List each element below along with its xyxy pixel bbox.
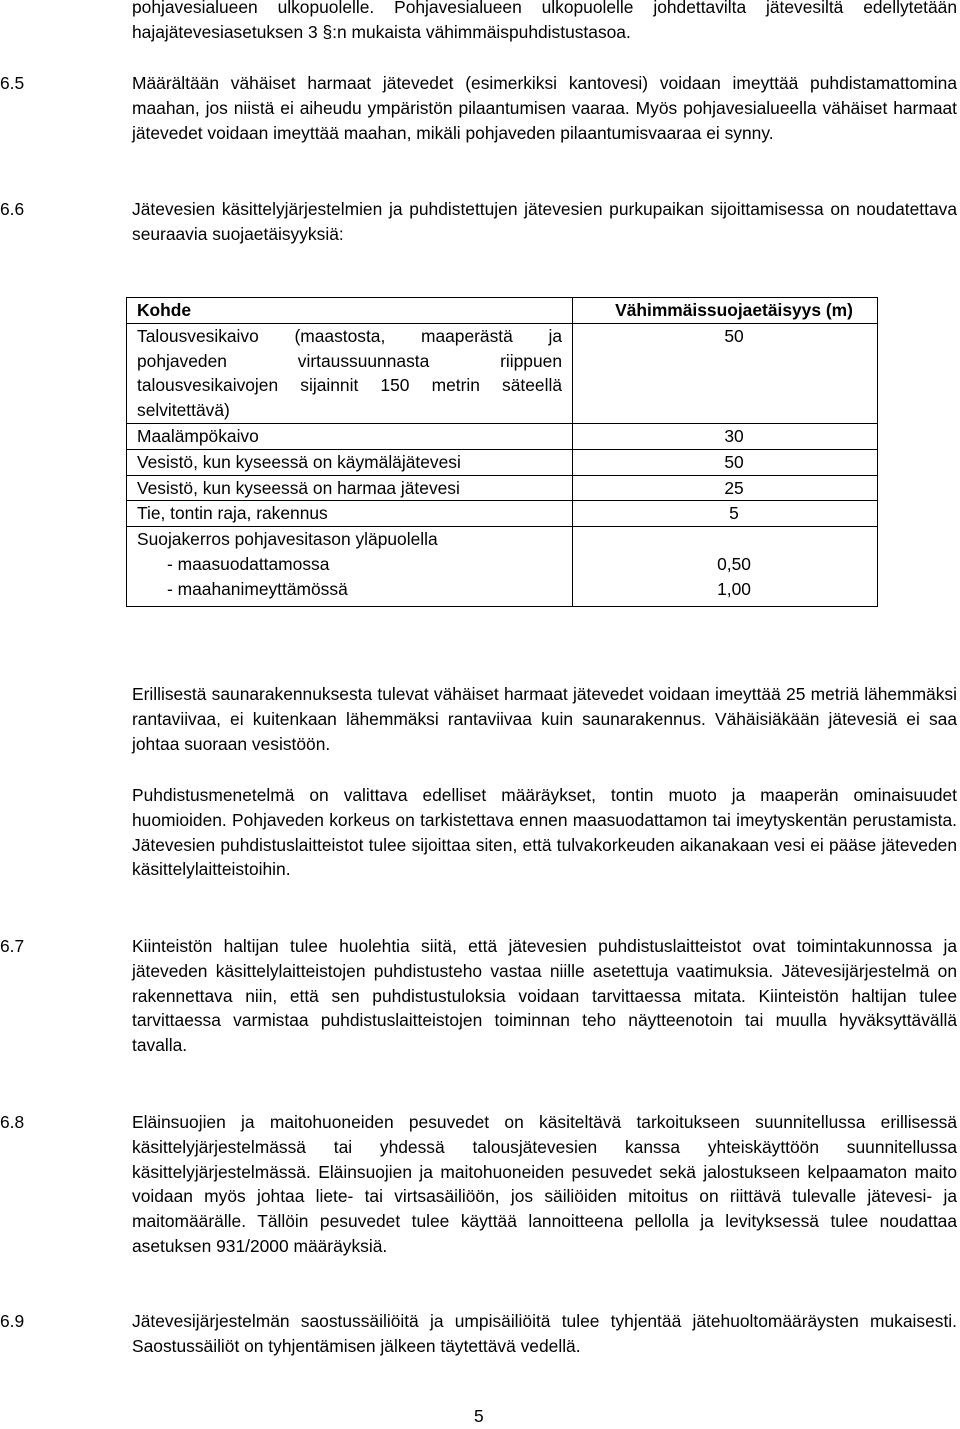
table-cell-target: Maalämpökaivo [127, 423, 573, 449]
distance-value: 50 [724, 325, 744, 346]
table-cell-distance [573, 527, 878, 606]
table-cell-distance [573, 475, 878, 501]
section-number-6-6: 6.6 [0, 199, 25, 219]
table-cell-distance [573, 323, 878, 423]
section-6-8-paragraph: Eläinsuojien ja maitohuoneiden pesuvedet on käsiteltävä tarkoitukseen suunnitellussa erillisessä käsittelyjärjestelmässä tai yhdessä talousjätevesien kanssa yhteiskäyttöön suunnitellussa käsittelyjärjestelmässä. Eläinsuojien ja maitohuoneiden pesuvedet sekä jalostukseen kelpaamaton maito voidaan myös johtaa liete- tai virtsasäiliöön, jos säiliöiden mitoitus on riittävä tulevalle jätevesi- ja maitomäärälle. Tällöin pesuvedet tulee käyttää lannoitteena pellolla ja levityksessä tulee noudattaa asetuksen 931/2000 määräyksiä. [132, 1112, 957, 1256]
distance-value: 0,50 [717, 553, 751, 574]
table-row [127, 475, 878, 501]
table-row [127, 423, 878, 449]
table-row [127, 323, 878, 423]
distance-values [591, 527, 877, 601]
suojakerros-title: Suojakerros pohjavesitason yläpuolella [137, 529, 438, 550]
table-row [127, 527, 878, 606]
table-header-distance-text: Vähimmäissuojaetäisyys (m) [615, 300, 853, 320]
table-row [127, 501, 878, 527]
section-6-6-sauna-paragraph: Erillisestä saunarakennuksesta tulevat vähäiset harmaat jätevedet voidaan imeyttää 25 metriä lähemmäksi rantaviivaa, ei kuitenkaan lähemmäksi rantaviivaa kuin saunarakennus. Vähäisiäkään jätevesiä ei saa johtaa suoraan vesistöön. [132, 684, 957, 754]
distance-value: 5 [729, 503, 739, 524]
section-number-6-5: 6.5 [0, 73, 25, 93]
table-cell-target: Talousvesikaivo (maastosta, maaperästä ja pohjaveden virtaussuunnasta riippuen talousvesikaivojen sijainnit 150 metrin säteellä selvitettävä) [127, 323, 573, 423]
distance-value: 30 [724, 425, 744, 446]
distance-value: 50 [724, 451, 744, 472]
section-number-6-7: 6.7 [0, 936, 25, 956]
table-cell-target: Vesistö, kun kyseessä on harmaa jätevesi [127, 475, 573, 501]
table-cell-target: Vesistö, kun kyseessä on käymäläjätevesi [127, 449, 573, 475]
section-6-9-paragraph: Jätevesijärjestelmän saostussäiliöitä ja umpisäiliöitä tulee tyhjentää jätehuoltomääräysten mukaisesti. Saostussäiliöt on tyhjentämisen jälkeen täytettävä vedellä. [132, 1311, 957, 1356]
table-header-row [127, 298, 878, 324]
distance-value: 1,00 [717, 578, 751, 599]
intro-paragraph: pohjavesialueen ulkopuolelle. Pohjavesialueen ulkopuolelle johdettavilta jätevesiltä edellytetään hajajätevesiasetuksen 3 §:n mukaista vähimmäispuhdistustasoa. [132, 0, 957, 42]
table-cell-distance [573, 423, 878, 449]
table-header-target: Kohde [127, 298, 573, 324]
suojakerros-sub-maasuodattamo: - maasuodattamossa [167, 553, 330, 574]
page-number: 5 [474, 1406, 484, 1426]
distance-value: 25 [724, 477, 744, 498]
suojakerros-sub-maahanimeyttamo: - maahanimeyttämössä [167, 578, 348, 599]
section-6-5-paragraph: Määrältään vähäiset harmaat jätevedet (esimerkiksi kantovesi) voidaan imeyttää puhdistamattomina maahan, jos niistä ei aiheudu ympäristön pilaantumisen vaaraa. Myös pohjavesialueella vähäiset harmaat jätevedet voidaan imeyttää maahan, mikäli pohjaveden pilaantumisvaaraa ei synny. [132, 73, 957, 143]
distance-table [126, 297, 878, 607]
section-number-6-9: 6.9 [0, 1311, 25, 1331]
table-header-distance [573, 298, 878, 324]
section-6-7-paragraph: Kiinteistön haltijan tulee huolehtia siitä, että jätevesien puhdistuslaitteistot ovat toimintakunnossa ja jäteveden käsittelylaitteistojen puhdistusteho vastaa niille asetettuja vaatimuksia. Jätevesijärjestelmä on rakennettava niin, että sen puhdistustuloksia voidaan tarvittaessa mitata. Kiinteistön haltijan tulee tarvittaessa varmistaa puhdistuslaitteistojen toiminnan teho näytteenotoin tai muulla hyväksyttävällä tavalla. [132, 936, 957, 1056]
section-6-6-method-paragraph: Puhdistusmenetelmä on valittava edelliset määräykset, tontin muoto ja maaperän ominaisuudet huomioiden. Pohjaveden korkeus on tarkistettava ennen maasuodattamon tai imeytyskentän perustamista. Jätevesien puhdistuslaitteistot tulee sijoittaa siten, että tulvakorkeuden aikanakaan vesi ei pääse jäteveden käsittelylaitteistoihin. [132, 785, 957, 880]
section-6-6-intro: Jätevesien käsittelyjärjestelmien ja puhdistettujen jätevesien purkupaikan sijoittamisessa on noudatettava seuraavia suojaetäisyyksiä: [132, 199, 957, 244]
table-cell-distance [573, 449, 878, 475]
table-cell-target: Tie, tontin raja, rakennus [127, 501, 573, 527]
section-number-6-8: 6.8 [0, 1112, 25, 1132]
table-cell-distance [573, 501, 878, 527]
table-row [127, 449, 878, 475]
table-cell-target [127, 527, 573, 606]
